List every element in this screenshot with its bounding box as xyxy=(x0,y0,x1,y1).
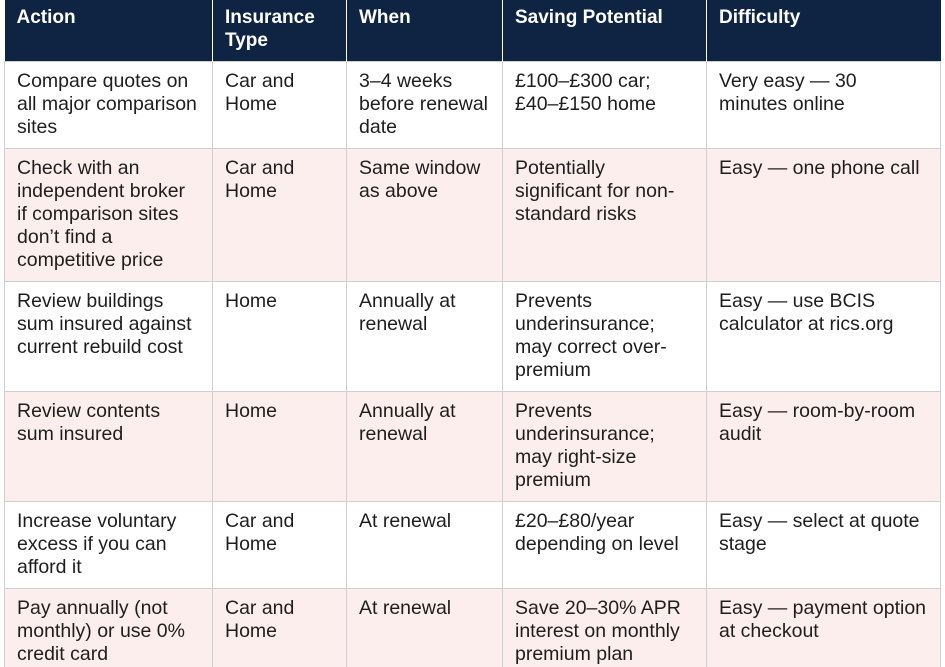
header-insurance-type: Insurance Type xyxy=(213,0,347,62)
header-when: When xyxy=(347,0,503,62)
cell-action: Review contents sum insured xyxy=(5,392,213,502)
cell-when: Annually at renewal xyxy=(347,392,503,502)
header-difficulty: Difficulty xyxy=(707,0,941,62)
cell-difficulty: Very easy — 30 minutes online xyxy=(707,62,941,149)
cell-insurance-type: Home xyxy=(213,282,347,392)
header-action: Action xyxy=(5,0,213,62)
cell-action: Check with an independent broker if comparison sites don’t find a competitive price xyxy=(5,149,213,282)
table-row xyxy=(5,392,941,502)
cell-action: Review buildings sum insured against current rebuild cost xyxy=(5,282,213,392)
cell-when: Same window as above xyxy=(347,149,503,282)
cell-saving-potential: £20–£80/year depending on level xyxy=(503,502,707,589)
cell-action: Compare quotes on all major comparison sites xyxy=(5,62,213,149)
table-row xyxy=(5,62,941,149)
cell-insurance-type: Home xyxy=(213,392,347,502)
cell-saving-potential: Prevents underinsurance; may correct over-premium xyxy=(503,282,707,392)
table-row xyxy=(5,502,941,589)
cell-when: At renewal xyxy=(347,589,503,667)
cell-when: Annually at renewal xyxy=(347,282,503,392)
insurance-savings-table xyxy=(4,0,941,667)
header-saving-potential: Saving Potential xyxy=(503,0,707,62)
cell-saving-potential: Prevents underinsurance; may right-size premium xyxy=(503,392,707,502)
cell-difficulty: Easy — use BCIS calculator at rics.org xyxy=(707,282,941,392)
cell-action: Increase voluntary excess if you can afford it xyxy=(5,502,213,589)
cell-when: 3–4 weeks before renewal date xyxy=(347,62,503,149)
cell-insurance-type: Car and Home xyxy=(213,149,347,282)
table-row xyxy=(5,282,941,392)
cell-saving-potential: £100–£300 car; £40–£150 home xyxy=(503,62,707,149)
cell-insurance-type: Car and Home xyxy=(213,62,347,149)
table-row xyxy=(5,589,941,667)
cell-difficulty: Easy — room-by-room audit xyxy=(707,392,941,502)
cell-difficulty: Easy — one phone call xyxy=(707,149,941,282)
cell-action: Pay annually (not monthly) or use 0% credit card xyxy=(5,589,213,667)
cell-when: At renewal xyxy=(347,502,503,589)
cell-saving-potential: Save 20–30% APR interest on monthly premium plan xyxy=(503,589,707,667)
table-row xyxy=(5,149,941,282)
cell-insurance-type: Car and Home xyxy=(213,589,347,667)
cell-insurance-type: Car and Home xyxy=(213,502,347,589)
cell-saving-potential: Potentially significant for non-standard risks xyxy=(503,149,707,282)
cell-difficulty: Easy — payment option at checkout xyxy=(707,589,941,667)
table-header-row xyxy=(5,0,941,62)
cell-difficulty: Easy — select at quote stage xyxy=(707,502,941,589)
